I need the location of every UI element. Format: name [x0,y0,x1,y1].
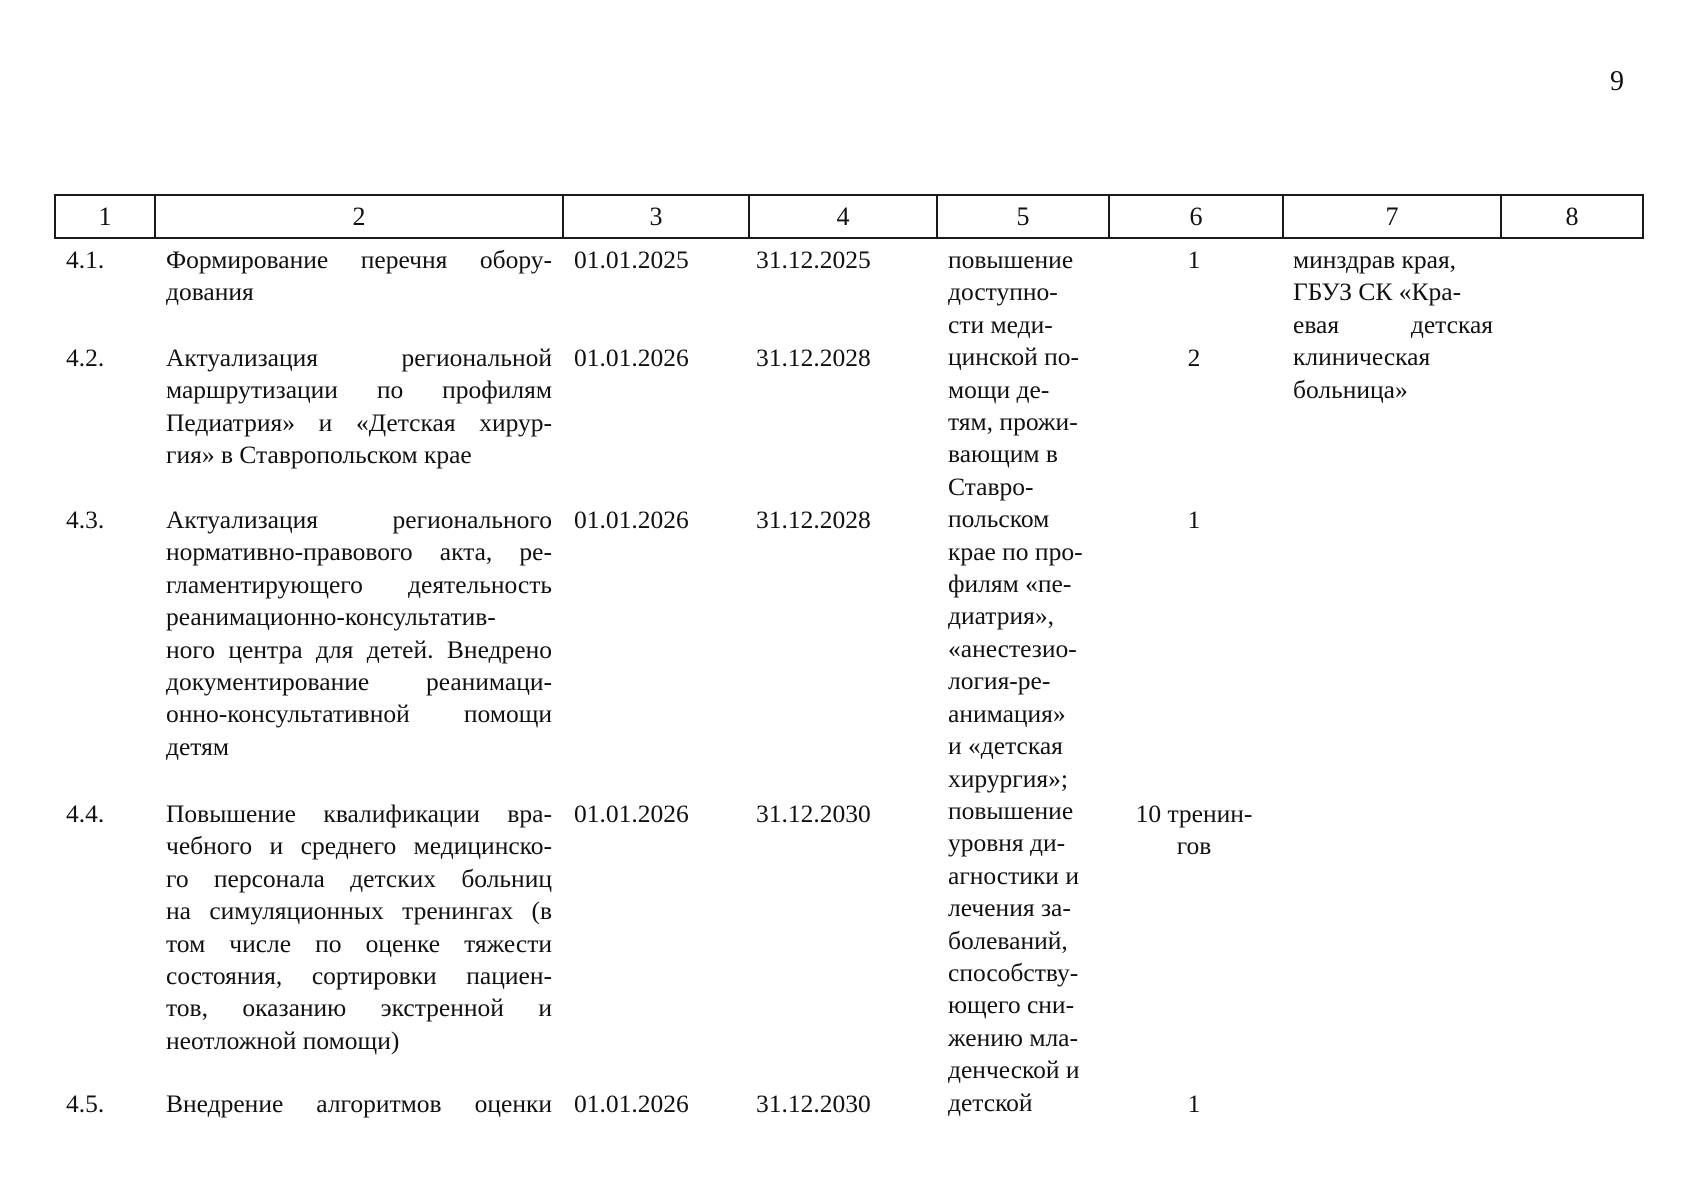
text-line: тов, оказанию экстренной и [166,993,552,1023]
text-line: онно-консультативной помощи [166,699,552,729]
text-line: ющего сни- [948,990,1075,1020]
text-line: маршрутизации по профилям [166,375,552,405]
text-line: Педиатрия» и «Детская хирур- [166,407,552,437]
row-4-3-number: 4.3. [66,505,105,534]
row-4-2-end-date: 31.12.2028 [756,343,871,372]
text-line: цинской по- [948,342,1080,372]
text-line: состояния, сортировки пациен- [166,961,552,991]
expected-result [948,244,1113,1119]
text-line: денческой и [948,1055,1080,1085]
column-header-3: 3 [563,195,749,238]
row-4-5-description [166,1088,552,1120]
text-line: хирургия»; [948,763,1068,793]
text-line: нормативно-правового акта, ре- [166,537,552,567]
text-line: тям, прожи- [948,407,1078,437]
column-header-4: 4 [749,195,937,238]
row-4-4-end-date: 31.12.2030 [756,799,871,828]
text-line: евая детская [1293,309,1493,339]
text-line: Повышение квалификации вра- [166,799,552,828]
text-line: мощи де- [948,374,1050,404]
row-4-5-start-date: 01.01.2026 [574,1089,689,1118]
page-number: 9 [1610,66,1624,97]
text-line: документирование реанимаци- [166,667,552,697]
text-line: детской [948,1087,1033,1117]
text-line: лечения за- [948,893,1071,923]
text-line: 10 тренин- [1135,799,1253,828]
text-line: доступно- [948,277,1058,307]
text-line: дования [166,277,254,307]
row-4-1-indicator: 1 [1187,245,1201,274]
column-number-header [54,194,1644,239]
row-4-3-start-date: 01.01.2026 [574,505,689,534]
column-header-2: 2 [155,195,563,238]
text-line: гламентирующего деятельность [166,569,552,599]
column-header-8: 8 [1501,195,1643,238]
text-line: польском [948,504,1050,534]
row-4-5-indicator: 1 [1187,1089,1201,1118]
responsible-parties [1293,244,1493,406]
text-line: повышение [948,795,1074,825]
row-4-3-end-date: 31.12.2028 [756,505,871,534]
text-line: повышение [948,245,1074,274]
text-line: го персонала детских больниц [166,863,552,893]
text-line: на симуляционных тренингах (в [166,896,552,926]
text-line: крае по про- [948,536,1083,566]
text-line: клиническая [1293,342,1431,372]
row-4-5-number: 4.5. [66,1089,105,1118]
text-line: больница» [1293,374,1408,404]
text-line: уровня ди- [948,828,1066,858]
text-line: Ставро- [948,471,1034,501]
row-4-1-number: 4.1. [66,245,105,274]
column-header-6: 6 [1109,195,1283,238]
text-line: гия» в Ставропольском крае [166,440,472,470]
text-line: диатрия», [948,601,1054,631]
row-4-2-start-date: 01.01.2026 [574,343,689,372]
text-line: ного центра для детей. Внедрено [166,634,552,664]
text-line: Внедрение алгоритмов оценки [166,1089,552,1118]
text-line: том числе по оценке тяжести [166,928,552,958]
row-4-1-description [166,244,552,309]
column-header-5: 5 [937,195,1109,238]
row-4-4-description [166,798,552,1057]
row-4-4-number: 4.4. [66,799,105,828]
text-line: ГБУЗ СК «Кра- [1293,277,1462,307]
column-header-1: 1 [55,195,155,238]
row-4-2-description [166,342,552,472]
text-line: неотложной помощи) [166,1025,400,1055]
text-line: жению мла- [948,1022,1078,1052]
row-4-3-description [166,504,552,763]
text-line: способству- [948,957,1079,987]
text-line: вающим в [948,439,1058,469]
row-4-2-number: 4.2. [66,343,105,372]
text-line: Актуализация региональной [166,343,552,372]
column-header-7: 7 [1283,195,1501,238]
text-line: сти меди- [948,309,1053,339]
row-4-1-end-date: 31.12.2025 [756,245,871,274]
text-line: реанимационно-консультатив- [166,602,496,632]
text-line: Актуализация регионального [166,505,552,534]
row-4-2-indicator: 2 [1187,343,1201,372]
text-line: болеваний, [948,925,1068,955]
row-4-3-indicator: 1 [1187,505,1201,534]
text-line: Формирование перечня обору- [166,245,552,274]
text-line: детям [166,731,229,761]
text-line: гов [1176,831,1212,861]
row-4-4-indicator [1116,798,1272,863]
row-4-5-end-date: 31.12.2030 [756,1089,871,1118]
row-4-4-start-date: 01.01.2026 [574,799,689,828]
text-line: агностики и [948,860,1079,890]
text-line: логия-ре- [948,666,1051,696]
text-line: филям «пе- [948,569,1072,599]
text-line: чебного и среднего медицинско- [166,831,552,861]
text-line: анимация» [948,698,1066,728]
text-line: «анестезио- [948,633,1077,663]
row-4-1-start-date: 01.01.2025 [574,245,689,274]
text-line: минздрав края, [1293,245,1457,274]
text-line: и «детская [948,731,1063,761]
